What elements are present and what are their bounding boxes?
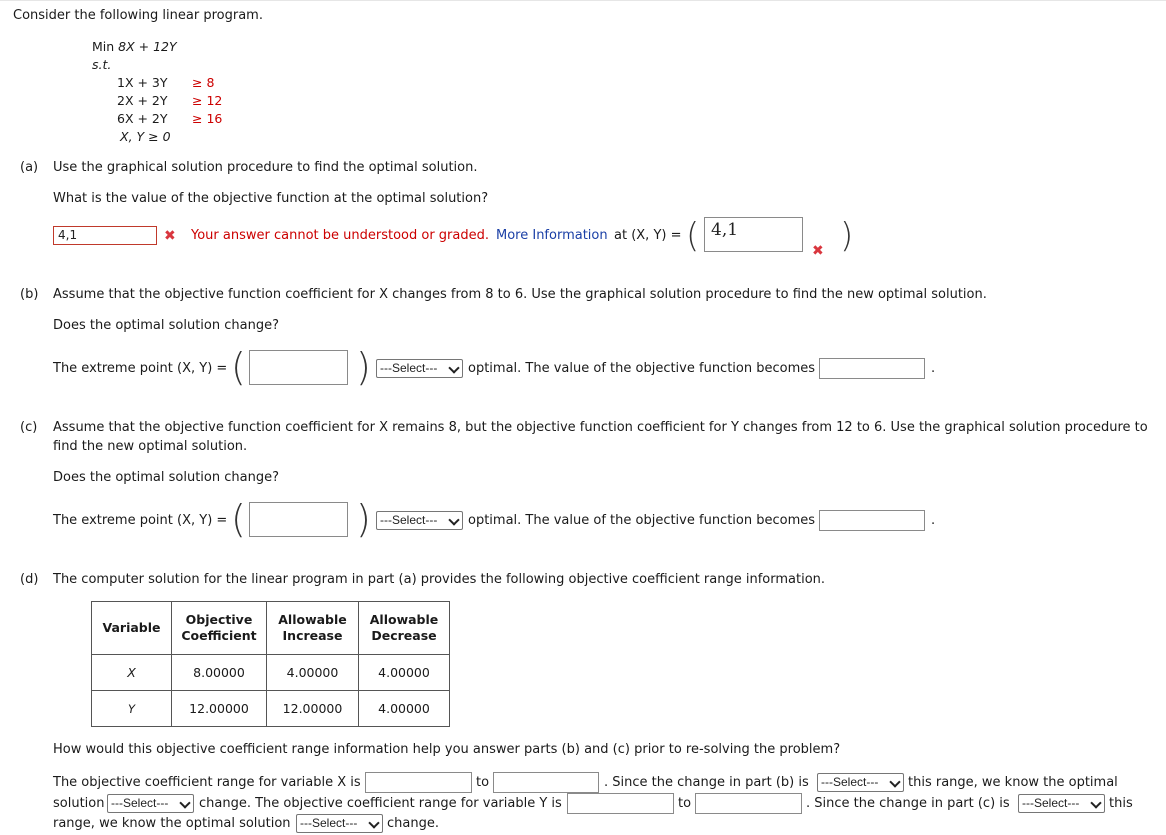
table-header-row <box>92 602 450 655</box>
table-header: Variable <box>92 602 172 655</box>
lp-objective-prefix: Min <box>92 39 115 54</box>
range-x-upper-input[interactable] <box>493 772 599 793</box>
part-c-extreme-point-text: The extreme point (X, Y) = <box>53 513 228 528</box>
range-y-upper-input[interactable] <box>695 793 802 814</box>
part-a-question: Use the graphical solution procedure to find the optimal solution. <box>53 160 478 175</box>
to-text: to <box>476 775 490 790</box>
how-question: How would this objective coefficient range information help you answer parts (b) and (c) prior to re-solving the problem? <box>53 742 841 757</box>
lp-objective-expr: 8X + 12Y <box>118 39 177 54</box>
change-range-y-text: change. The objective coefficient range for variable Y is <box>199 796 562 811</box>
lp-constraint-3 <box>117 111 223 126</box>
lp-constraint-rhs: ≥ 12 <box>192 93 223 108</box>
lp-st: s.t. <box>92 57 112 72</box>
part-c-optimal-select[interactable] <box>376 511 463 530</box>
lp-nonnegativity: X, Y ≥ 0 <box>120 129 171 144</box>
right-paren-icon: ) <box>356 345 371 389</box>
table-cell: 4.00000 <box>359 655 450 691</box>
top-divider <box>0 0 1166 1</box>
range-y-lower-input[interactable] <box>567 793 674 814</box>
solution-c-change-select[interactable] <box>296 814 383 833</box>
part-a-label: (a) <box>20 160 39 175</box>
left-paren-icon: ( <box>231 345 246 389</box>
select-value: ---Select--- <box>1022 796 1080 810</box>
part-d-question: The computer solution for the linear program in part (a) provides the following objective coefficient range information. <box>53 572 826 587</box>
lp-objective <box>92 39 177 54</box>
select-value: ---Select--- <box>300 816 358 830</box>
optimal-point-input[interactable]: 4,1 <box>704 217 803 252</box>
lp-constraint-lhs: 2X + 2Y <box>117 93 168 108</box>
part-b-objective-input[interactable] <box>819 358 925 379</box>
right-paren-icon: ) <box>840 216 854 256</box>
since-c-text: . Since the change in part (c) is <box>806 796 1010 811</box>
table-cell: 4.00000 <box>267 655 359 691</box>
table-header: Objective Coefficient <box>172 602 267 655</box>
part-c-optimal-text: optimal. The value of the objective function becomes <box>468 513 816 528</box>
lp-constraint-2 <box>117 93 223 108</box>
table-cell: 8.00000 <box>172 655 267 691</box>
chevron-down-icon <box>448 362 459 373</box>
lp-constraint-lhs: 6X + 2Y <box>117 111 168 126</box>
solution-b-change-select[interactable] <box>107 794 194 813</box>
part-a-subquestion: What is the value of the objective function at the optimal solution? <box>53 191 489 206</box>
part-b-label: (b) <box>20 287 39 302</box>
objective-value-input[interactable]: 4,1 <box>53 226 157 245</box>
left-paren-icon: ( <box>231 497 246 541</box>
lp-constraint-rhs: ≥ 8 <box>192 75 215 90</box>
part-c-point-input[interactable] <box>249 502 348 537</box>
error-x-icon: ✖ <box>164 228 176 244</box>
part-b-range-select[interactable] <box>817 773 904 792</box>
more-information-link[interactable]: More Information <box>496 228 608 243</box>
table-cell: 4.00000 <box>359 691 450 727</box>
at-xy-text: at (X, Y) = <box>614 228 682 243</box>
part-b-subquestion: Does the optimal solution change? <box>53 318 279 333</box>
chevron-down-icon <box>179 797 190 808</box>
since-b-text: . Since the change in part (b) is <box>604 775 809 790</box>
part-c-question-line1: Assume that the objective function coefficient for X remains 8, but the objective function coefficient for Y changes from 12 to 6. Use the graphical solution procedure to <box>53 420 1148 435</box>
error-x-icon: ✖ <box>812 243 824 259</box>
table-cell: 12.00000 <box>172 691 267 727</box>
part-c-range-select[interactable] <box>1018 794 1105 813</box>
part-b-point-input[interactable] <box>249 350 348 385</box>
range-know-text: range, we know the optimal solution <box>53 816 291 831</box>
select-value: ---Select--- <box>380 513 438 527</box>
part-c-subquestion: Does the optimal solution change? <box>53 470 279 485</box>
chevron-down-icon <box>368 817 379 828</box>
chevron-down-icon <box>1090 797 1101 808</box>
table-cell: X <box>92 655 172 691</box>
right-paren-icon: ) <box>356 497 371 541</box>
intro-text: Consider the following linear program. <box>13 8 263 23</box>
part-b-optimal-select[interactable] <box>376 359 463 378</box>
part-c-question-line2: find the new optimal solution. <box>53 439 248 454</box>
chevron-down-icon <box>889 776 900 787</box>
table-cell: 12.00000 <box>267 691 359 727</box>
range-table <box>91 601 450 727</box>
change-end-text: change. <box>387 816 439 831</box>
part-c-objective-input[interactable] <box>819 510 925 531</box>
error-message: Your answer cannot be understood or graded. <box>191 228 489 243</box>
table-cell: Y <box>92 691 172 727</box>
part-b-optimal-text: optimal. The value of the objective function becomes <box>468 361 816 376</box>
select-value: ---Select--- <box>821 775 879 789</box>
table-header: Allowable Decrease <box>359 602 450 655</box>
part-c-label: (c) <box>20 420 38 435</box>
period: . <box>931 361 936 376</box>
select-value: ---Select--- <box>380 361 438 375</box>
table-row <box>92 691 450 727</box>
range-x-text: The objective coefficient range for variable X is <box>53 775 361 790</box>
lp-constraint-lhs: 1X + 3Y <box>117 75 168 90</box>
this-text: this <box>1109 796 1133 811</box>
part-b-question: Assume that the objective function coefficient for X changes from 8 to 6. Use the graphical solution procedure to find the new optimal solution. <box>53 287 987 302</box>
part-b-extreme-point-text: The extreme point (X, Y) = <box>53 361 228 376</box>
left-paren-icon: ( <box>686 216 700 256</box>
this-range-text: this range, we know the optimal <box>908 775 1118 790</box>
part-d-label: (d) <box>20 572 39 587</box>
solution-text: solution <box>53 796 105 811</box>
to-text: to <box>678 796 692 811</box>
select-value: ---Select--- <box>111 796 169 810</box>
range-x-lower-input[interactable] <box>365 772 472 793</box>
period: . <box>931 513 936 528</box>
table-row <box>92 655 450 691</box>
lp-constraint-1 <box>117 75 215 90</box>
chevron-down-icon <box>448 514 459 525</box>
lp-constraint-rhs: ≥ 16 <box>192 111 223 126</box>
table-header: Allowable Increase <box>267 602 359 655</box>
